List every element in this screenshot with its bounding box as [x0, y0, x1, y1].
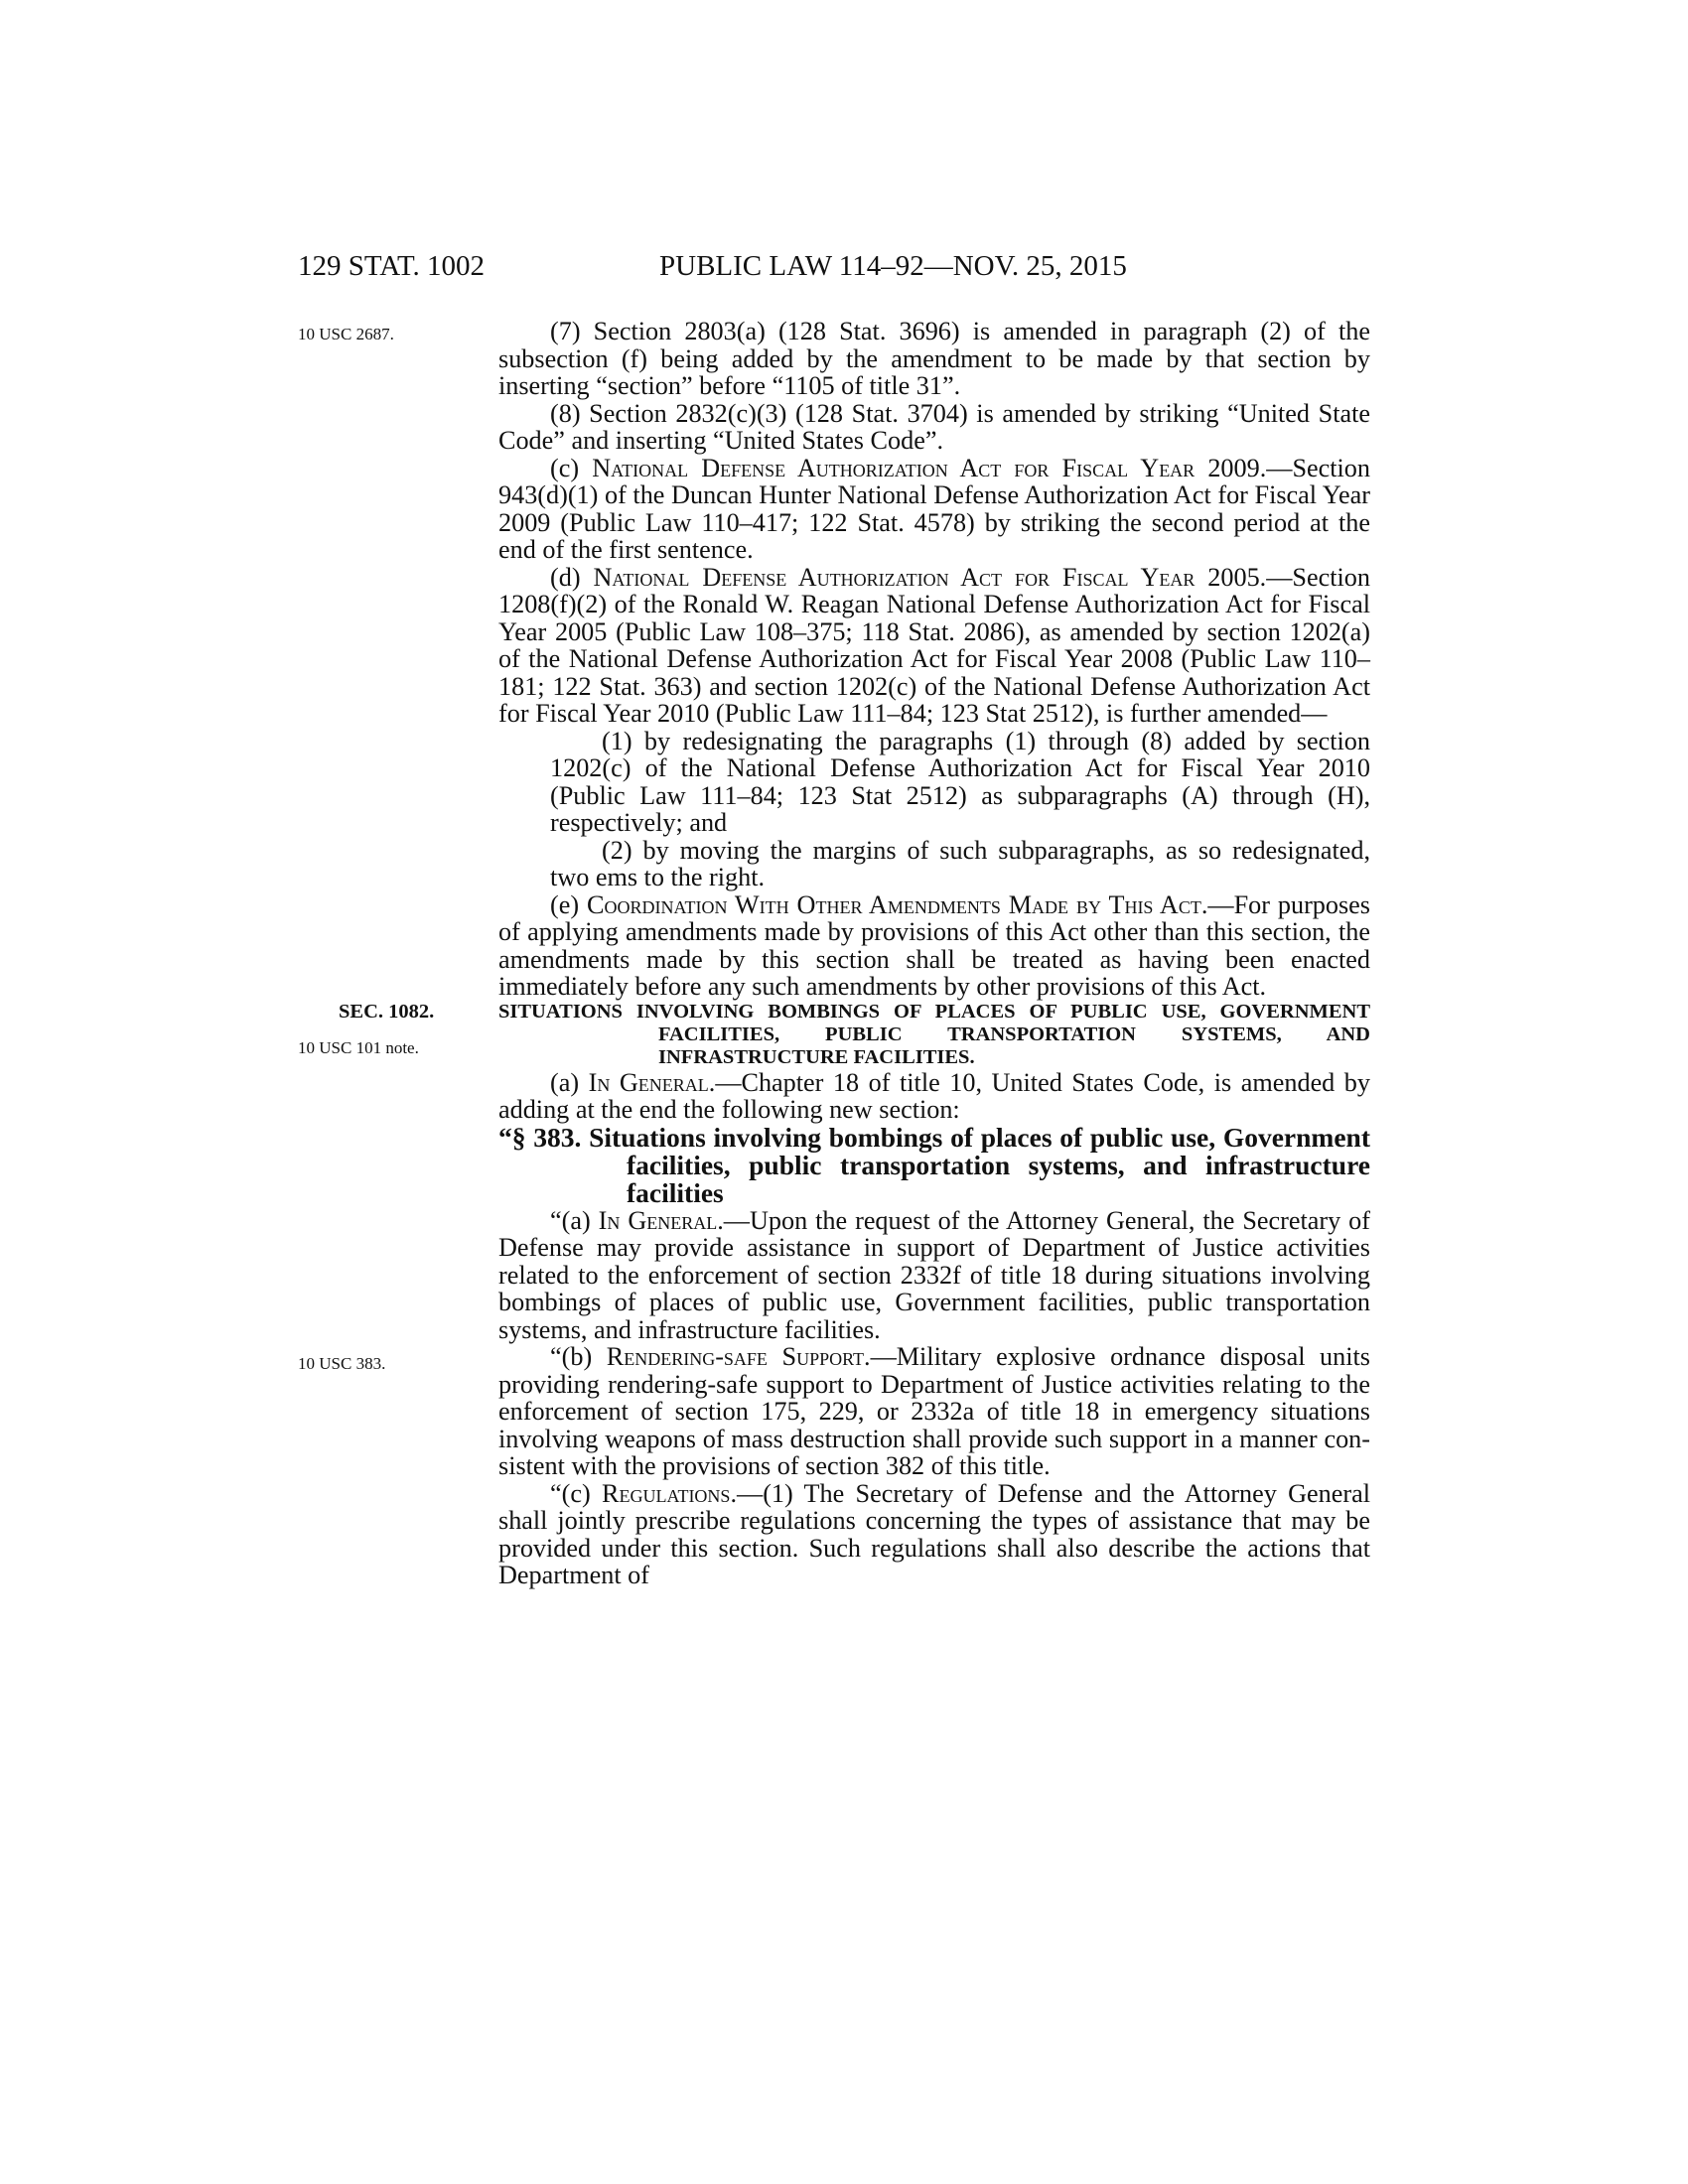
section-a-text: —Chapter 18 of title 10, United States Code, is amended by adding at the end the following new section:: [498, 1067, 1370, 1124]
stat-reference: 129 STAT. 1002: [298, 250, 486, 282]
new-b-text: —Military explosive ordnance disposal units providing rendering-safe support to Department of Justice activities relating to the enforcement of section 175, 229, or 2332a of title 18 in emergency situations involving weapons of mass destruction shall provide such support in a manner consistent with the provisions of section 382 of this title.: [498, 1342, 1370, 1480]
subsection-e-label: (e): [550, 889, 587, 919]
subsection-c-heading: National Defense Authorization Act for Fiscal Year 2009.: [592, 453, 1267, 482]
section-a-label: (a): [550, 1067, 589, 1097]
subsection-e: [498, 891, 1370, 1001]
section-1082-heading: SEC. 1082. SITUATIONS INVOLVING BOMBINGS OF PLACES OF PUBLIC USE, GOVERNMENT FACILITIES, PUBLIC TRANSPORTATION SYSTEMS, AND INFRASTRUCTURE FACILITIES.: [339, 1000, 1370, 1068]
new-section-subsection-c: [498, 1480, 1370, 1589]
subsection-d-heading: National Defense Authorization Act for Fiscal Year 2005.: [593, 562, 1267, 592]
new-section-subsection-b: [498, 1343, 1370, 1480]
subsection-c-text: —Section 943(d)(1) of the Duncan Hunter National Defense Authorization Act for Fiscal Year 2009 (Public Law 110–417; 122 Stat. 4578) by striking the second period at the end of the first sentence.: [498, 453, 1370, 564]
margin-note-383: 10 USC 383.: [298, 1354, 386, 1373]
section-1082-subsection-a: [498, 1069, 1370, 1124]
new-a-text: —Upon the request of the Attorney General, the Secretary of Defense may provide assistance in support of Department of Justice activities related to the enforcement of section 2332f of title 18 during situations involving bombings of places of public use, Government facilities, public transportation systems, and infrastructure facilities.: [498, 1205, 1370, 1344]
new-a-label: “(a): [550, 1205, 599, 1235]
public-law-reference: PUBLIC LAW 114–92—NOV. 25, 2015: [659, 250, 1127, 282]
subsection-e-text: —For purposes of applying amendments made by provisions of this Act other than this section, the amendments made by this section shall be treated as having been enacted immediately before any such amendments by other provisions of this Act.: [498, 889, 1370, 1001]
subsection-e-heading: Coordination With Other Amendments Made by This Act.: [587, 889, 1208, 919]
subsection-c-label: (c): [550, 453, 593, 482]
new-b-heading: Rendering-safe Support.: [606, 1342, 871, 1371]
margin-note-2687: 10 USC 2687.: [298, 325, 394, 343]
margin-note-101: 10 USC 101 note.: [298, 1038, 419, 1057]
subsection-d-paragraph-1: (1) by redesignating the paragraphs (1) through (8) added by section 1202(c) of the National Defense Authorization Act for Fiscal Year 2010 (Public Law 111–84; 123 Stat 2512) as subparagraphs (A) through (H), respectively; and: [550, 726, 1370, 837]
new-c-label: “(c): [550, 1478, 602, 1508]
subsection-d-paragraph-2: (2) by moving the margins of such subparagraphs, as so redesignated, two ems to the right.: [550, 835, 1370, 891]
paragraph-8: (8) Section 2832(c)(3) (128 Stat. 3704) is amended by striking “United State Code” and inserting “United States Code”.: [498, 398, 1370, 455]
subsection-d-text: —Section 1208(f)(2) of the Ronald W. Reagan National Defense Authorization Act for Fiscal Year 2005 (Public Law 108–375; 118 Stat. 2086), as amended by section 1202(a) of the National Defense Authorization Act for Fiscal Year 2008 (Public Law 110–181; 122 Stat. 363) and section 1202(c) of the National Defense Authorization Act for Fiscal Year 2010 (Public Law 111–84; 123 Stat 2512), is further amended—: [498, 562, 1370, 728]
subsection-d: [498, 564, 1370, 728]
section-a-heading: In General.: [588, 1067, 716, 1097]
subsection-c: [498, 455, 1370, 564]
new-c-heading: Regulations.: [601, 1478, 737, 1508]
subsection-d-label: (d): [550, 562, 594, 592]
section-title: SITUATIONS INVOLVING BOMBINGS OF PLACES OF PUBLIC USE, GOVERNMENT FACILITIES, PUBLIC TRANSPORTATION SYSTEMS, AND INFRASTRUCTURE FACILITIES.: [498, 1000, 1370, 1068]
new-a-heading: In General.: [598, 1205, 724, 1235]
new-section-383-heading: “§ 383. Situations involving bombings of places of public use, Government facilities, public transportation systems, and infrastructure facilities: [498, 1121, 1370, 1208]
new-section-subsection-a: [498, 1207, 1370, 1344]
new-b-label: “(b): [550, 1342, 607, 1371]
paragraph-7: (7) Section 2803(a) (128 Stat. 3696) is amended in paragraph (2) of the subsection (f) being added by the amendment to be made by that section by inserting “section” before “1105 of title 31”.: [498, 317, 1370, 400]
new-c-text: —(1) The Secretary of Defense and the Attorney General shall jointly prescribe regulations concerning the types of assistance that may be provided under this section. Such regulations shall also describe the actions that Department of: [498, 1478, 1370, 1589]
